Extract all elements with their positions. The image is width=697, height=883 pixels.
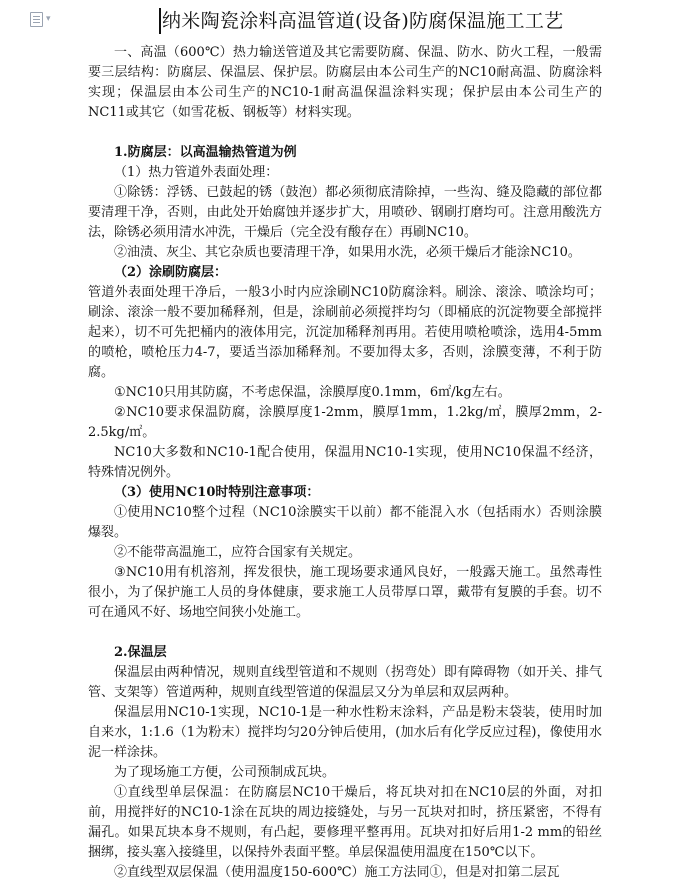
subheading-surface-treatment: （1）热力管道外表面处理： (114, 165, 279, 180)
document-title: 纳米陶瓷涂料高温管道(设备)防腐保温施工工艺 (159, 8, 563, 34)
section-heading-anticorrosion: 1.防腐层：以高温输热管道为例 (114, 145, 297, 160)
spacer (88, 123, 602, 143)
subheading-coating: （2）涂刷防腐层： (114, 265, 228, 280)
paragraph-precaution-ventilation: ③NC10用有机溶剂，挥发很快，施工现场要求通风良好，一般露天施工。虽然毒性很小，为了保护施工人员的身体健康，要求施工人员带厚口罩，戴带有复膜的手套。切不可在通风不好、场地空间狭小处施工。 (88, 565, 602, 620)
paragraph-coating-method: 管道外表面处理干净后，一般3小时内应涂刷NC10防腐涂料。刷涂、滚涂、喷涂均可；刷涂、滚涂一般不要加稀释剂，但是，涂刷前必须搅拌均匀（即桶底的沉淀物要全部搅拌起来），切不可先把桶内的液体用完，沉淀加稀释剂再用。若使用喷枪喷涂，选用4-5mm的喷枪，喷枪压力4-7，要适当添加稀释剂。不要加得太多，否则，涂膜变薄，不利于防腐。 (88, 285, 602, 380)
paragraph-nc10-1-usage: 保温层用NC10-1实现，NC10-1是一种水性粉末涂料，产品是粉末袋装，使用时加自来水，1:1.6（1为粉末）搅拌均匀20分钟后使用，(加水后有化学反应过程)，像使用水泥一样涂抹。 (88, 705, 602, 760)
chevron-down-icon: ▾ (46, 14, 51, 24)
document-icon[interactable] (30, 12, 51, 27)
paragraph-precaution-water: ①使用NC10整个过程（NC10涂膜实干以前）都不能混入水（包括雨水）否则涂膜爆裂。 (88, 505, 602, 540)
paragraph-precaution-temperature: ②不能带高温施工，应符合国家有关规定。 (114, 545, 362, 560)
intro-paragraph: 一、高温（600℃）热力输送管道及其它需要防腐、保温、防水、防火工程，一般需要三层结构：防腐层、保温层、保护层。防腐层由本公司生产的NC10耐高温、防腐涂料实现；保温层由本公司生产的NC10-1耐高温保温涂料实现；保护层由本公司生产的NC11或其它（如雪花板、钢板等）材料实现。 (88, 45, 602, 120)
paragraph-nc10-insulation: ②NC10要求保温防腐，涂膜厚度1-2mm，膜厚1mm，1.2kg/㎡，膜厚2mm，2-2.5kg/㎡。 (88, 405, 602, 440)
paragraph-nc10-anticorrosion: ①NC10只用其防腐，不考虑保温，涂膜厚度0.1mm，6㎡/kg左右。 (114, 385, 511, 400)
document-body (88, 43, 602, 883)
page-icon (30, 12, 43, 27)
subheading-precautions: （3）使用NC10时特别注意事项： (114, 485, 320, 500)
spacer (88, 623, 602, 643)
paragraph-rust-removal: ①除锈：浮锈、已鼓起的锈（鼓泡）都必须彻底清除掉，一些沟、缝及隐藏的部位都要清理干净，否则，由此处开始腐蚀并逐步扩大，用喷砂、钢刷打磨均可。注意用酸洗方法，除锈必须用清水冲洗，干燥后（完全没有酸存在）再刷NC10。 (88, 185, 602, 240)
paragraph-insulation-types: 保温层由两种情况，规则直线型管道和不规则（拐弯处）即有障碍物（如开关、排气管、支架等）管道两种，规则直线型管道的保温层又分为单层和双层两种。 (88, 665, 602, 700)
paragraph-single-layer: ①直线型单层保温：在防腐层NC10干燥后，将瓦块对扣在NC10层的外面，对扣前，用搅拌好的NC10-1涂在瓦块的周边接缝处，与另一瓦块对扣时，挤压紧密，不得有漏孔。如果瓦块本身不规则，有凸起，要修理平整再用。瓦块对扣好后用1-2 mm的铅丝捆绑，接头塞入接缝里，以保持外表面平整。单层保温使用温度在150℃以下。 (88, 785, 602, 860)
paragraph-nc10-combination: NC10大多数和NC10-1配合使用，保温用NC10-1实现，使用NC10保温不经济，特殊情况例外。 (88, 445, 602, 480)
section-heading-insulation: 2.保温层 (114, 645, 167, 660)
paragraph-oil-cleaning: ②油渍、灰尘、其它杂质也要清理干净，如果用水洗，必须干燥后才能涂NC10。 (114, 245, 581, 260)
paragraph-double-layer: ②直线型双层保温（使用温度150-600℃）施工方法同①，但是对扣第二层瓦 (114, 865, 560, 880)
paragraph-prefabricated-tiles: 为了现场施工方便，公司预制成瓦块。 (114, 765, 336, 780)
